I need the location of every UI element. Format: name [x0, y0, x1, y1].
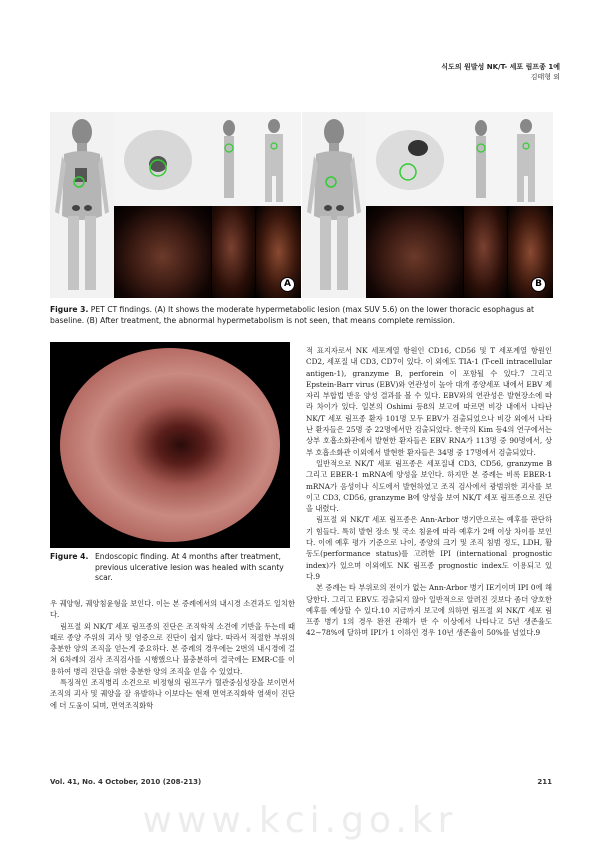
figure-3-panel-b [301, 112, 552, 298]
running-header [441, 62, 560, 82]
figure-4-image [50, 342, 290, 548]
figure-4-caption [50, 552, 290, 584]
left-paragraph-3: 특징적인 조직병리 소견으로 비정형의 림프구가 혈관중심성장을 보이면서 조직의 괴사 및 궤양을 잘 유발하나 이보다는 현재 면역조직화학 염색이 진단에 더 도움이 되며, 면역조직화학 [50, 678, 295, 710]
right-paragraph-4: 본 증례는 타 부위로의 전이가 없는 Ann-Arbor 병기 IE기이며 IPI 0에 해당한다. 그리고 EBV도 검출되지 않아 일반적으로 알려진 것보다 좀더 양호한 예후를 예상할 수 있다.10 지금까지 보고에 의하면 림프절 외 NK/T 세포 림프종 병기 1의 경우 완전 관해가 반 수 이상에서 나타나고 5년 생존율도 42∼78%에 달하며 IPI가 1 이하인 경우 10년 생존율이 50%를 넘었다.9 [306, 583, 552, 638]
journal-citation: Vol. 41, No. 4 October, 2010 (208-213) [50, 778, 202, 786]
figure-3-panel-b-label: B [531, 277, 546, 292]
right-paragraph-2: 일반적으로 NK/T 세포 림프종은 세포질내 CD3, CD56, granzyme B 그리고 EBER-1 mRNA에 양성을 보인다. 하지만 본 증례는 비록 EBER-1 mRNA가 음성이나 식도에서 발현하였고 조직 검사에서 광범위한 괴사를 보이고 CD3, CD56, granzyme B에 양성을 보여 NK/T 세포 림프종으로 진단을 내렸다. [306, 458, 552, 514]
figure-3-caption-text: PET CT findings. (A) It shows the moderate hypermetabolic lesion (max SUV 5.6) on the lower thoracic esophagus at baseline. (B) After treatment, the abnormal hypermetabolism is not seen, that means complete remission. [50, 305, 534, 325]
figure-3-panel-a-label: A [280, 277, 295, 292]
figure-4-caption-text: Endoscopic finding. At 4 months after treatment, previous ulcerative lesion was healed with scanty scar. [95, 552, 284, 582]
left-paragraph-2: 림프절 외 NK/T 세포 림프종의 진단은 조직학적 소견에 기반을 두는데 때때로 종양 주위의 괴사 및 염증으로 진단이 쉽지 않다. 따라서 적절한 부위의 충분한 양의 조직을 얻는게 중요하다. 본 증례의 경우에는 2번의 내시경에 걸쳐 6차례의 검사 조직검사를 시행했으나 불충분하여 결국에는 EMR-C를 이용하여 병리 진단을 위한 충분한 양의 조직을 얻을 수 있었다. [50, 621, 295, 676]
page-footer [50, 778, 552, 786]
figure-3-caption [50, 304, 552, 326]
figure-3-label: Figure 3. [50, 305, 89, 314]
running-header-title: 식도의 원발성 NK/T- 세포 림프종 1예 [441, 63, 560, 71]
left-column [50, 598, 295, 711]
endoscopic-view [60, 348, 280, 542]
figure-3-panel-a [50, 112, 301, 298]
right-column [306, 345, 552, 639]
page-number: 211 [537, 778, 552, 786]
figure-4-label: Figure 4. [50, 552, 89, 561]
watermark: www.kci.go.kr [142, 800, 458, 841]
running-header-authors: 김태형 외 [530, 73, 560, 81]
figure-3-image [50, 112, 552, 298]
right-paragraph-1: 적 표지자로서 NK 세포계열 항원인 CD16, CD56 및 T 세포계열 항원인 CD2, 세포질 내 CD3, CD7이 있다. 이 외에도 TIA-1 (T-cell intracellular antigen-1), granzyme B, perforein 이 포함될 수 있다.7 그리고 Epstein-Barr virus (EBV)와 연관성이 높아 대개 종양세포 내에서 EBV 제자리 부합법 반응 양성 결과를 볼 수 있다. EBV와의 연관성은 발현장소에 따라 차이가 있다. 일본의 Oshimi 등8의 보고에 따르면 비강 내에서 나타난 NK/T 세포 림프종 환자 101명 모두 EBV가 검출되었으나 비강 외에서 나타난 환자들은 25명 중 22명에서만 검출되었다. 한국의 Kim 등4의 연구에서는 상부 호흡소화관에서 발현한 환자들은 EBV RNA가 113명 중 90명에서, 상부 호흡소화관 이외에서 발현한 환자들은 34명 중 17명에서 검출되었다. [306, 346, 552, 457]
right-paragraph-3: 림프절 외 NK/T 세포 림프종은 Ann-Arbor 병기만으로는 예후를 판단하기 힘들다. 특히 발현 장소 및 국소 침윤에 따라 예후가 2배 이상 차이를 보인다. 이에 예후 평가 기준으로 나이, 종양의 크기 및 조직 침범 정도, LDH, 활동도(performance status)를 고려한 IPI (international prognostic index)가 있으며 이외에도 NK 림프종 prognostic index도 이용되고 있다.9 [306, 515, 552, 581]
left-paragraph-1: 우 궤양형, 궤양침윤형을 보인다. 이는 본 증례에서의 내시경 소견과도 일치한다. [50, 599, 295, 620]
